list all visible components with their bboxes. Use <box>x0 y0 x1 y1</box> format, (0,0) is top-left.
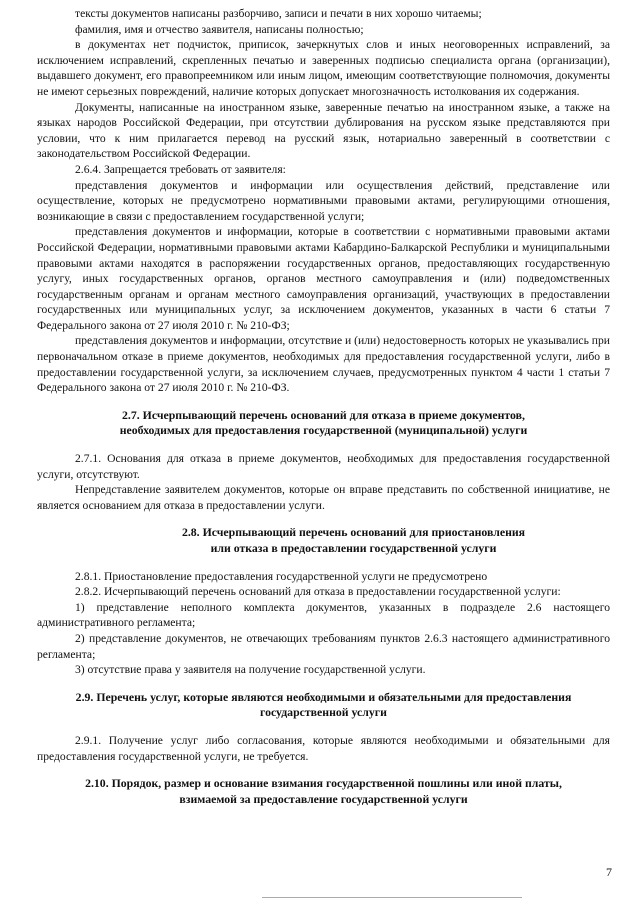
heading-line: государственной услуги <box>260 705 387 720</box>
paragraph: представления документов и информации или осуществления действий, представление или осуществление, которых не предусмотрено нормативными правовыми актами, регулирующими отношения, возникающие в связи с предоставлением государственной услуги; <box>37 178 610 223</box>
section-heading-2-9 <box>37 690 610 721</box>
heading-line: взимаемой за предоставление государственной услуги <box>179 791 468 806</box>
heading-line: 2.10. Порядок, размер и основание взимания государственной пошлины или иной платы, <box>85 776 562 791</box>
paragraph: Документы, написанные на иностранном языке, заверенные печатью на иностранном языке, а также на языках народов Российской Федерации, при отсутствии дублирования на русском языке представляются при условии, что к ним прилагается перевод на русский язык, нотариально заверенный в соответствии с законодательством Российской Федерации. <box>37 100 610 161</box>
paragraph: Непредставление заявителем документов, которые он вправе представить по собственной инициативе, не является основанием для отказа в предоставлении услуги. <box>37 483 610 512</box>
heading-line: 2.8. Исчерпывающий перечень оснований для приостановления <box>181 525 526 540</box>
list-item: 3) отсутствие права у заявителя на получение государственной услуги. <box>75 663 426 677</box>
list-item: 1) представление неполного комплекта документов, указанных в подразделе 2.6 настоящего административного регламента; <box>37 600 610 630</box>
section-heading-2-10 <box>37 776 610 807</box>
heading-line: необходимых для предоставления государственной (муниципальной) услуги <box>119 423 528 438</box>
heading-line: 2.9. Перечень услуг, которые являются необходимыми и обязательными для предоставления <box>75 689 572 704</box>
paragraph: 2.9.1. Получение услуг либо согласования, которые являются необходимыми и обязательными для предоставления государственной услуги, не требуется. <box>37 733 610 763</box>
paragraph: фамилия, имя и отчество заявителя, написаны полностью; <box>75 22 364 36</box>
paragraph: представления документов и информации, отсутствие и (или) недостоверность которых не указывались при первоначальном отказе в приеме документов, необходимых для предоставления государственной услуги, либо в предоставлении государственной услуги, за исключением случаев, предусмотренных пунктом 4 части 1 статьи 7 Федерального закона от 27 июля 2010 г. № 210-ФЗ. <box>37 334 610 395</box>
section-heading-2-7 <box>37 408 610 439</box>
paragraph: 2.7.1. Основания для отказа в приеме документов, необходимых для предоставления государственной услуги, отсутствуют. <box>37 452 610 481</box>
paragraph: 2.6.4. Запрещается требовать от заявителя: <box>75 162 286 176</box>
paragraph: тексты документов написаны разборчиво, записи и печати в них хорошо читаемы; <box>75 7 482 20</box>
paragraph: представления документов и информации, которые в соответствии с нормативными правовыми актами Российской Федерации, нормативными правовыми актами Кабардино-Балкарской Республики и муниципальными правовыми актами находятся в распоряжении государственных органов, предоставляющих государственную услугу, иных государственных органов, органов местного самоуправления и (или) подведомственных государственным органам и органам местного самоуправления организаций, участвующих в предоставлении государственных или муниципальных услуг, за исключением документов, указанных в части 6 статьи 7 Федерального закона от 27 июля 2010 г. № 210-ФЗ; <box>37 225 610 332</box>
heading-line: 2.7. Исчерпывающий перечень оснований для отказа в приеме документов, <box>122 407 525 422</box>
paragraph: в документах нет подчисток, приписок, зачеркнутых слов и иных неоговоренных исправлений, за исключением исправлений, скрепленных печатью и заверенных подписью специалиста органа (организации), выдавшего документ, его правопреемником или иным лицом, имеющим соответствующие полномочия, документы не имеют серьезных повреждений, наличие которых допускает многозначность истолкования их содержания. <box>37 38 610 98</box>
heading-line: или отказа в предоставлении государственной услуги <box>210 541 497 555</box>
list-item: 2) представление документов, не отвечающих требованиям пунктов 2.6.3 настоящего административного регламента; <box>37 631 610 661</box>
paragraph: 2.8.2. Исчерпывающий перечень оснований для отказа в предоставлении государственной услуги: <box>75 585 561 599</box>
section-heading-2-8 <box>37 525 610 556</box>
page-number: 7 <box>606 865 612 879</box>
paragraph: 2.8.1. Приостановление предоставления государственной услуги не предусмотрено <box>75 569 488 583</box>
footer-rule <box>262 897 522 898</box>
